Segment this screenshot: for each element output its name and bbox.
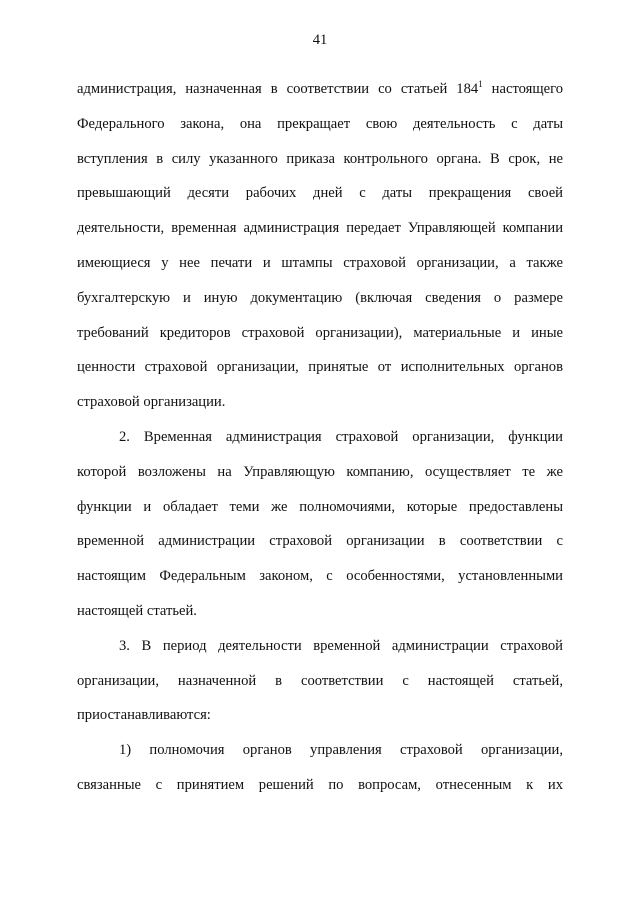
text-line: функции и обладает теми же полномочиями, которые предоставлены	[77, 498, 563, 515]
text-line: 3. В период деятельности временной администрации страховой	[119, 637, 563, 654]
text-line: деятельности, временная администрация передает Управляющей компании	[77, 220, 563, 237]
footnote-superscript: 1	[478, 79, 483, 89]
page-number: 41	[312, 32, 328, 48]
text-line: бухгалтерскую и иную документацию (включая сведения о размере	[77, 289, 563, 306]
text-line: вступления в силу указанного приказа контрольного органа. В срок, не	[77, 150, 563, 167]
text-line: превышающий десяти рабочих дней с даты прекращения своей	[77, 185, 563, 202]
paragraph-2	[77, 427, 563, 636]
text-line: связанные с принятием решений по вопросам, отнесенным к их	[77, 776, 563, 793]
text-line: настоящей статьей.	[77, 602, 197, 619]
paragraph-1	[77, 79, 563, 427]
text-line: приостанавливаются:	[77, 707, 211, 724]
text-line: Федерального закона, она прекращает свою деятельность с даты	[77, 115, 563, 132]
text-line: страховой организации.	[77, 394, 226, 411]
text-line: 1) полномочия органов управления страховой организации,	[119, 742, 563, 759]
text-line: имеющиеся у нее печати и штампы страховой организации, а также	[77, 254, 563, 271]
text-line: временной администрации страховой организации в соответствии с	[77, 533, 563, 550]
paragraph-3	[77, 636, 563, 740]
text-line: требований кредиторов страховой организации), материальные и иные	[77, 324, 563, 341]
text-line: организации, назначенной в соответствии с настоящей статьей,	[77, 672, 563, 689]
document-body	[77, 79, 563, 810]
text-line: настоящим Федеральным законом, с особенностями, установленными	[77, 568, 563, 585]
paragraph-4	[77, 740, 563, 810]
text-line: ценности страховой организации, принятые от исполнительных органов	[77, 359, 563, 376]
text-line: которой возложены на Управляющую компанию, осуществляет те же	[77, 463, 563, 480]
text-line: 2. Временная администрация страховой организации, функции	[119, 428, 563, 445]
text-line: администрация, назначенная в соответствии со статьей $184^1$ настоящего	[77, 79, 563, 97]
